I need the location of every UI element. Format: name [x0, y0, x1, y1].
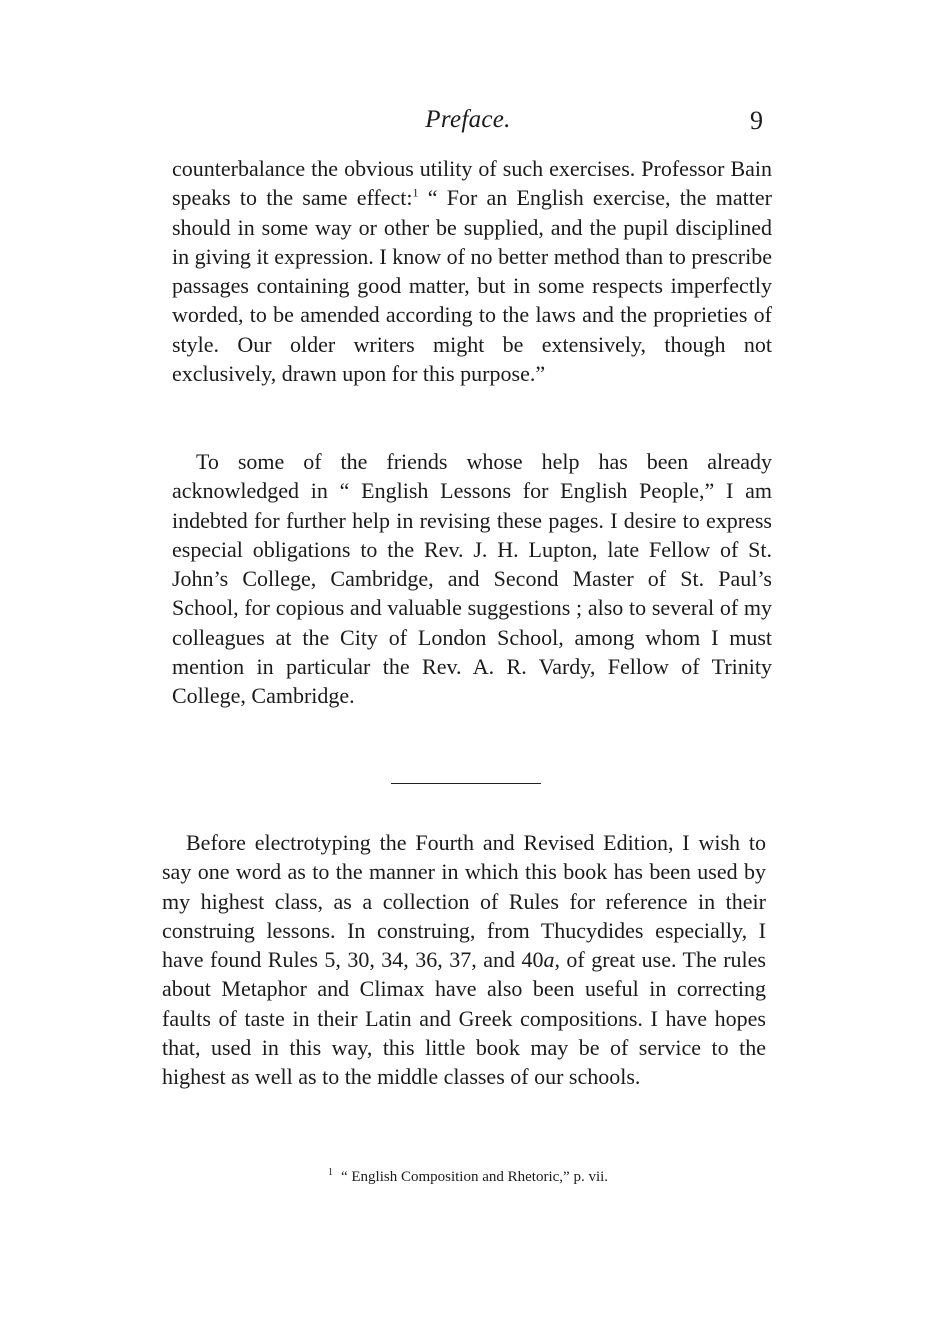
paragraph-fourth-edition-note [162, 828, 766, 1092]
paragraph-text: Before electrotyping the Fourth and Revised Edition, I wish to say one word as to the manner in which this book has been used by my highest class, as a collection of Rules for reference in their construing lessons. In construing, from Thucydides especially, I have found Rules 5, 30, 34, 36, 37, and [162, 830, 766, 973]
paragraph-text-continued: , of great use. The rules about Metaphor and Climax have also been useful in correcting faults of taste in their Latin and Greek compositions. I have hopes that, used in this way, this little book may be of service to the highest as well as to the middle classes of our schools. [162, 947, 766, 1090]
paragraph-acknowledgements [172, 447, 772, 711]
paragraph-text: counterbalance the obvious utility of such exercises. Professor Bain speaks to the same effect: [172, 156, 772, 211]
footnote [0, 1169, 936, 1186]
footnote-marker: 1 [327, 1167, 333, 1178]
running-head-title: Preface. [425, 106, 511, 133]
rule-reference-letter: a [543, 947, 555, 973]
quotation-text: “ For an English exercise, the matter should in some way or other be supplied, and the pupil disciplined in giving it expression. I know of no better method than to prescribe passages containing good matter, but in some respects imperfectly worded, to be amended according to the laws and the proprieties of style. Our older writers might be extensively, though not exclusively, drawn upon for this purpose.” [172, 185, 772, 387]
page-number: 9 [750, 106, 763, 135]
paragraph-professor-bain [172, 154, 772, 388]
paragraph-text: To some of the friends whose help has been already acknowledged in “ English Lessons for English People,” I am indebted for further help in revising these pages. I desire to express especial obligations to the Rev. J. H. Lupton, late Fellow of St. John’s College, Cambridge, and Second Master of St. Paul’s School, for copious and valuable suggestions ; also to several of my colleagues at the City of London School, among whom I must mention in particular the Rev. A. R. Vardy, Fellow of Trinity College, Cambridge. [172, 449, 772, 709]
rule-reference: 40 [521, 947, 544, 973]
footnote-reference: 1 [412, 185, 419, 200]
section-divider-rule [391, 783, 541, 784]
footnote-text: “ English Composition and Rhetoric,” p. vii. [340, 1169, 609, 1185]
